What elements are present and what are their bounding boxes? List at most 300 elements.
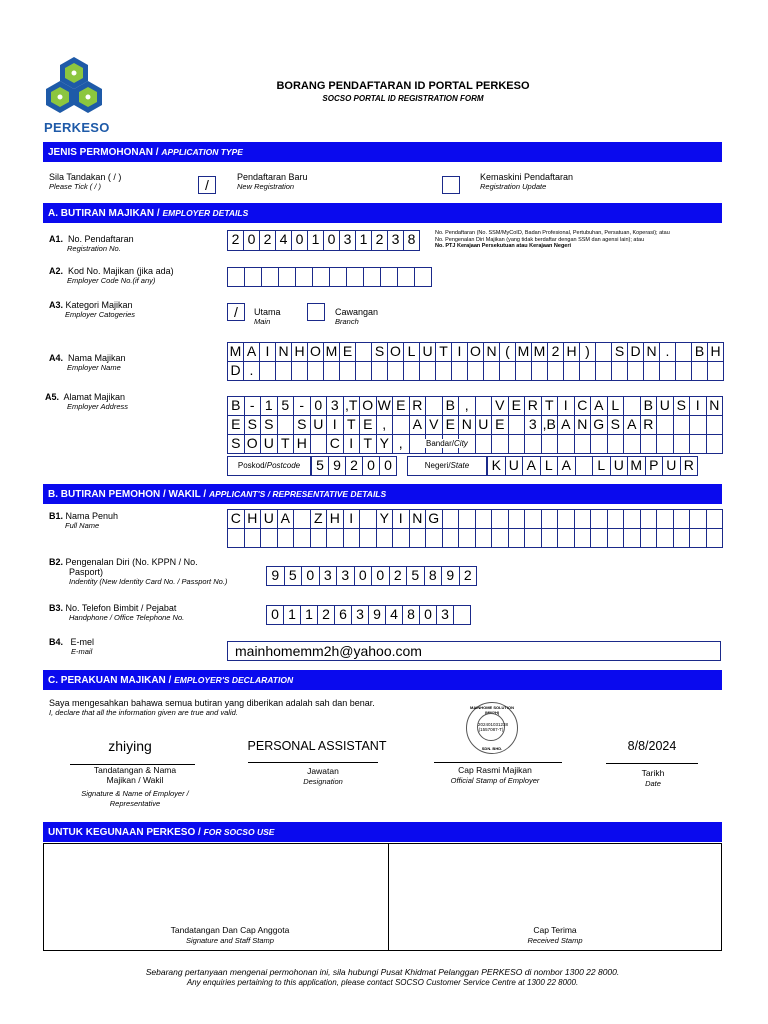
char-cell [690,434,707,454]
char-cell: A [558,456,576,476]
char-cell [388,361,404,381]
char-cell [707,509,724,529]
registration-update-checkbox[interactable] [442,176,460,194]
char-cell [608,509,625,529]
char-cell [624,528,641,548]
char-cell: H [294,434,311,454]
char-cell: 0 [420,605,437,625]
char-cell: S [228,434,245,454]
char-cell: C [228,509,245,529]
char-cell [657,415,674,435]
char-cell: ( [500,342,516,362]
char-cell: 9 [369,605,386,625]
logo-text: PERKESO [44,120,110,135]
char-cell: 0 [355,566,373,586]
char-cell: M [516,342,532,362]
b3-label: B3. No. Telefon Bimbit / Pejabat Handphone / Office Telephone No. [49,603,185,622]
char-cell [436,361,452,381]
branch-category-label: Cawangan Branch [335,307,379,326]
char-cell: R [410,396,427,416]
a3-label: A3. Kategori Majikan Employer Catogeries [49,300,136,319]
char-cell [674,509,691,529]
char-cell: 3 [437,605,454,625]
char-cell [261,528,278,548]
char-cell: ) [580,342,596,362]
employer-name-row1[interactable] [227,342,724,362]
char-cell: - [294,396,311,416]
char-cell [360,509,377,529]
char-cell: C [327,434,344,454]
char-cell [260,361,276,381]
char-cell: T [542,396,559,416]
char-cell: 1 [284,605,301,625]
signature-caption: Tandatangan & Nama Majikan / Wakil Signature & Name of Employer / Representative [81,765,189,808]
char-cell [308,361,324,381]
char-cell [558,528,575,548]
char-cell: U [420,342,436,362]
date-caption: Tarikh Date [641,768,665,788]
char-cell [324,361,340,381]
perkeso-logo-icon [44,55,104,117]
char-cell: M [228,342,244,362]
tick-instruction: Sila Tandakan ( / ) Please Tick ( / ) [49,172,122,191]
char-cell: . [660,342,676,362]
char-cell: B [692,342,708,362]
char-cell: 2 [228,230,244,251]
char-cell [360,528,377,548]
char-cell: , [393,434,410,454]
char-cell [525,509,542,529]
char-cell [509,434,526,454]
char-cell: N [707,396,724,416]
char-cell: 0 [292,230,308,251]
char-cell: D [228,361,244,381]
declaration-bar: C. PERAKUAN MAJIKAN / EMPLOYER'S DECLARATION [43,670,722,690]
char-cell [492,509,509,529]
char-cell: S [674,396,691,416]
char-cell: 0 [324,230,340,251]
char-cell [575,509,592,529]
char-cell [708,361,724,381]
char-cell: A [558,415,575,435]
char-cell [276,361,292,381]
registration-update-label: Kemaskini Pendaftaran Registration Update [480,172,574,191]
char-cell: I [393,509,410,529]
page-subtitle: SOCSO PORTAL ID REGISTRATION FORM [322,94,484,103]
char-cell [426,528,443,548]
char-cell: 0 [363,456,380,476]
char-cell: I [344,509,361,529]
char-cell: 8 [425,566,443,586]
char-cell [674,415,691,435]
char-cell [372,361,388,381]
char-cell [347,267,364,287]
char-cell [443,509,460,529]
char-cell: 5 [285,566,303,586]
char-cell: 2 [318,605,335,625]
char-cell [404,361,420,381]
branch-category-checkbox[interactable] [307,303,325,321]
char-cell: T [344,415,361,435]
employer-code-input[interactable] [227,267,432,287]
identity-no-input[interactable] [266,566,477,586]
char-cell: H [708,342,724,362]
char-cell [591,509,608,529]
char-cell: S [612,342,628,362]
char-cell: I [452,342,468,362]
char-cell [674,434,691,454]
address-row3[interactable] [227,434,723,454]
char-cell: H [564,342,580,362]
char-cell: E [509,396,526,416]
char-cell: L [404,342,420,362]
char-cell: 9 [329,456,346,476]
char-cell [364,267,381,287]
main-category-label: Utama Main [254,307,281,326]
char-cell: E [492,415,509,435]
footer-line2: Any enquiries pertaining to this application, please contact SOCSO Customer Service Centre at 1300 22 8000. [186,978,579,987]
char-cell [525,434,542,454]
char-cell [381,267,398,287]
char-cell: U [663,456,681,476]
char-cell [657,434,674,454]
char-cell: Z [311,509,328,529]
char-cell: 1 [301,605,318,625]
char-cell [575,434,592,454]
full-name-row2[interactable] [227,528,723,548]
char-cell [516,361,532,381]
char-cell: A [624,415,641,435]
char-cell: G [426,509,443,529]
a5-label: A5. Alamat Majikan Employer Address [45,392,128,411]
char-cell: L [608,396,625,416]
designation-caption: Jawatan Designation [303,766,343,786]
char-cell: Y [377,434,394,454]
char-cell [292,361,308,381]
char-cell: 6 [335,605,352,625]
char-cell: U [261,434,278,454]
char-cell: U [261,509,278,529]
char-cell: 5 [312,456,329,476]
char-cell [542,509,559,529]
b1-label: B1. Nama Penuh Full Name [49,511,119,530]
char-cell: H [292,342,308,362]
char-cell: A [523,456,541,476]
char-cell: O [308,342,324,362]
char-cell: A [591,396,608,416]
char-cell [608,434,625,454]
char-cell: S [372,342,388,362]
char-cell: E [360,415,377,435]
char-cell: S [294,415,311,435]
char-cell [707,415,724,435]
date-line [606,763,698,764]
new-registration-checkbox[interactable]: / [198,176,216,194]
char-cell [393,415,410,435]
char-cell: 8 [404,230,420,251]
char-cell [279,267,296,287]
signature-value: zhiying [108,738,152,754]
b2-label: B2. Pengenalan Diri (No. KPPN / No. Pasport) Indentity (New Identity Card No. / Passport No.) [49,557,228,586]
char-cell [476,434,493,454]
char-cell: 0 [267,605,284,625]
char-cell: R [641,415,658,435]
char-cell: 3 [388,230,404,251]
char-cell [228,267,245,287]
char-cell: M [628,456,646,476]
char-cell [608,528,625,548]
char-cell [558,509,575,529]
postcode-input[interactable] [311,456,397,476]
char-cell: M [532,342,548,362]
a4-label: A4. Nama Majikan Employer Name [49,353,126,372]
char-cell: S [261,415,278,435]
char-cell [476,396,493,416]
char-cell [676,342,692,362]
city-label: Bandar/City [426,439,468,448]
char-cell: N [575,415,592,435]
char-cell: 1 [356,230,372,251]
char-cell: 9 [267,566,285,586]
char-cell: 5 [278,396,295,416]
perkeso-logo [44,55,110,135]
char-cell [356,342,372,362]
char-cell: E [228,415,245,435]
char-cell [313,267,330,287]
char-cell: ,B [542,415,559,435]
char-cell: H [245,509,262,529]
applicant-details-bar: B. BUTIRAN PEMOHON / WAKIL / APPLICANT'S / REPRESENTATIVE DETAILS [43,484,722,504]
char-cell [420,361,436,381]
char-cell: R [525,396,542,416]
char-cell [296,267,313,287]
char-cell: S [608,415,625,435]
char-cell: 0 [244,230,260,251]
char-cell [500,361,516,381]
char-cell: I [344,434,361,454]
char-cell: G [591,415,608,435]
char-cell [657,528,674,548]
char-cell: W [377,396,394,416]
char-cell: 2 [548,342,564,362]
char-cell: O [245,434,262,454]
char-cell [459,528,476,548]
state-label-box: Negeri/State [407,456,487,476]
char-cell [492,434,509,454]
char-cell: C [575,396,592,416]
state-input[interactable] [487,456,698,476]
page-title: BORANG PENDAFTARAN ID PORTAL PERKESO [276,80,530,92]
char-cell [707,528,724,548]
char-cell [644,361,660,381]
char-cell: T [360,434,377,454]
char-cell: I [690,396,707,416]
char-cell [624,396,641,416]
char-cell [344,528,361,548]
new-registration-label: Pendaftaran Baru New Registration [237,172,308,191]
char-cell: ,T [344,396,361,416]
address-row2[interactable] [227,415,723,435]
employer-details-bar: A. BUTIRAN MAJIKAN / EMPLOYER DETAILS [43,203,722,223]
char-cell [591,434,608,454]
registration-no-input[interactable] [227,230,420,251]
designation-line [248,762,378,763]
char-cell: T [278,434,295,454]
char-cell [426,396,443,416]
char-cell: 2 [260,230,276,251]
char-cell [591,528,608,548]
char-cell: S [245,415,262,435]
char-cell: B [641,396,658,416]
char-cell: . [244,361,260,381]
declaration-text: Saya mengesahkan bahawa semua butiran yang diberikan adalah sah dan benar. I, declare that all the information given are true and valid. [49,698,375,717]
char-cell: P [646,456,664,476]
char-cell: 0 [311,396,328,416]
char-cell [542,434,559,454]
char-cell: 2 [460,566,478,586]
char-cell: 2 [372,230,388,251]
char-cell [228,528,245,548]
char-cell [311,528,328,548]
char-cell: 5 [407,566,425,586]
char-cell: B [443,396,460,416]
char-cell [548,361,564,381]
char-cell: U [476,415,493,435]
char-cell [596,361,612,381]
char-cell [476,509,493,529]
footer-line1: Sebarang pertanyaan mengenai permohonan ini, sila hubungi Pusat Khidmat Pelanggan PERKESO di nombor 1300 22 8000. [145,967,620,977]
office-use-bar: UNTUK KEGUNAAN PERKESO / FOR SOCSO USE [43,822,722,842]
char-cell [330,267,347,287]
char-cell: I [260,342,276,362]
char-cell: 0 [372,566,390,586]
char-cell: 1 [308,230,324,251]
char-cell: A [244,342,260,362]
char-cell [596,342,612,362]
char-cell: 3 [340,230,356,251]
char-cell [415,267,432,287]
char-cell: 4 [386,605,403,625]
stamp-line [434,762,562,763]
char-cell: E [393,396,410,416]
char-cell: 0 [302,566,320,586]
employer-name-row2[interactable] [227,361,724,381]
char-cell: R [681,456,699,476]
char-cell: V [426,415,443,435]
designation-value: PERSONAL ASSISTANT [247,739,387,753]
char-cell [641,528,658,548]
char-cell: I [558,396,575,416]
char-cell [690,509,707,529]
char-cell [509,509,526,529]
official-stamp: MAINHOME SOLUTION (MM2H) 202401031238 (1557087-T) SDN. BHD. [466,702,518,754]
char-cell [542,528,559,548]
received-stamp-caption: Cap Terima Received Stamp [527,925,583,945]
char-cell [576,456,594,476]
char-cell [612,361,628,381]
char-cell: E [340,342,356,362]
char-cell [674,528,691,548]
date-value: 8/8/2024 [627,739,677,753]
char-cell: Y [377,509,394,529]
char-cell [628,361,644,381]
a1-label: A1. No. Pendaftaran Registration No. [49,234,134,253]
char-cell: 3 [352,605,369,625]
char-cell: U [611,456,629,476]
char-cell: N [276,342,292,362]
char-cell: E [443,415,460,435]
char-cell [393,528,410,548]
main-category-checkbox[interactable]: / [227,303,245,321]
b4-label: B4. E-mel E-mail [49,637,95,656]
char-cell: , [459,396,476,416]
char-cell: 3 [337,566,355,586]
char-cell [525,528,542,548]
char-cell: L [593,456,611,476]
char-cell [356,361,372,381]
char-cell: A [278,509,295,529]
char-cell: 2 [390,566,408,586]
char-cell [692,361,708,381]
char-cell: O [388,342,404,362]
char-cell [532,361,548,381]
char-cell: N [644,342,660,362]
char-cell [294,528,311,548]
char-cell [294,509,311,529]
char-cell [340,361,356,381]
a2-label: A2. Kod No. Majikan (jika ada) Employer Code No.(if any) [49,266,174,285]
char-cell: M [324,342,340,362]
char-cell [509,528,526,548]
char-cell [398,267,415,287]
address-row1[interactable] [227,396,723,416]
char-cell [580,361,596,381]
phone-no-input[interactable] [266,605,471,625]
char-cell [690,528,707,548]
char-cell [311,434,328,454]
char-cell [509,415,526,435]
char-cell: 3 [320,566,338,586]
char-cell [262,267,279,287]
char-cell [327,528,344,548]
char-cell: N [410,509,427,529]
char-cell [657,509,674,529]
char-cell [245,528,262,548]
char-cell: D [628,342,644,362]
char-cell [278,528,295,548]
char-cell [575,528,592,548]
char-cell [454,605,471,625]
application-type-bar: JENIS PERMOHONAN / APPLICATION TYPE [43,142,722,162]
char-cell: H [327,509,344,529]
char-cell [660,361,676,381]
char-cell: U [311,415,328,435]
char-cell [278,415,295,435]
char-cell: 1 [261,396,278,416]
email-input[interactable]: mainhomemm2h@yahoo.com [227,641,721,661]
char-cell [484,361,500,381]
char-cell [476,528,493,548]
char-cell [492,528,509,548]
char-cell: T [436,342,452,362]
char-cell [459,509,476,529]
full-name-row1[interactable] [227,509,723,529]
char-cell [558,434,575,454]
char-cell: 2 [346,456,363,476]
registration-no-note: No. Pendaftaran (No. SSM/MyCoID, Badan Profesional, Pertubuhan, Persatuan, Koperasi); atau No. Pengenalan Diri Majikan (yang tidak berdaftar dengan SSM dan agensi lain); atau No. PTJ Kerajaan Persekutuan atau Kerajaan Negeri [435,230,670,249]
char-cell [468,361,484,381]
char-cell [452,361,468,381]
